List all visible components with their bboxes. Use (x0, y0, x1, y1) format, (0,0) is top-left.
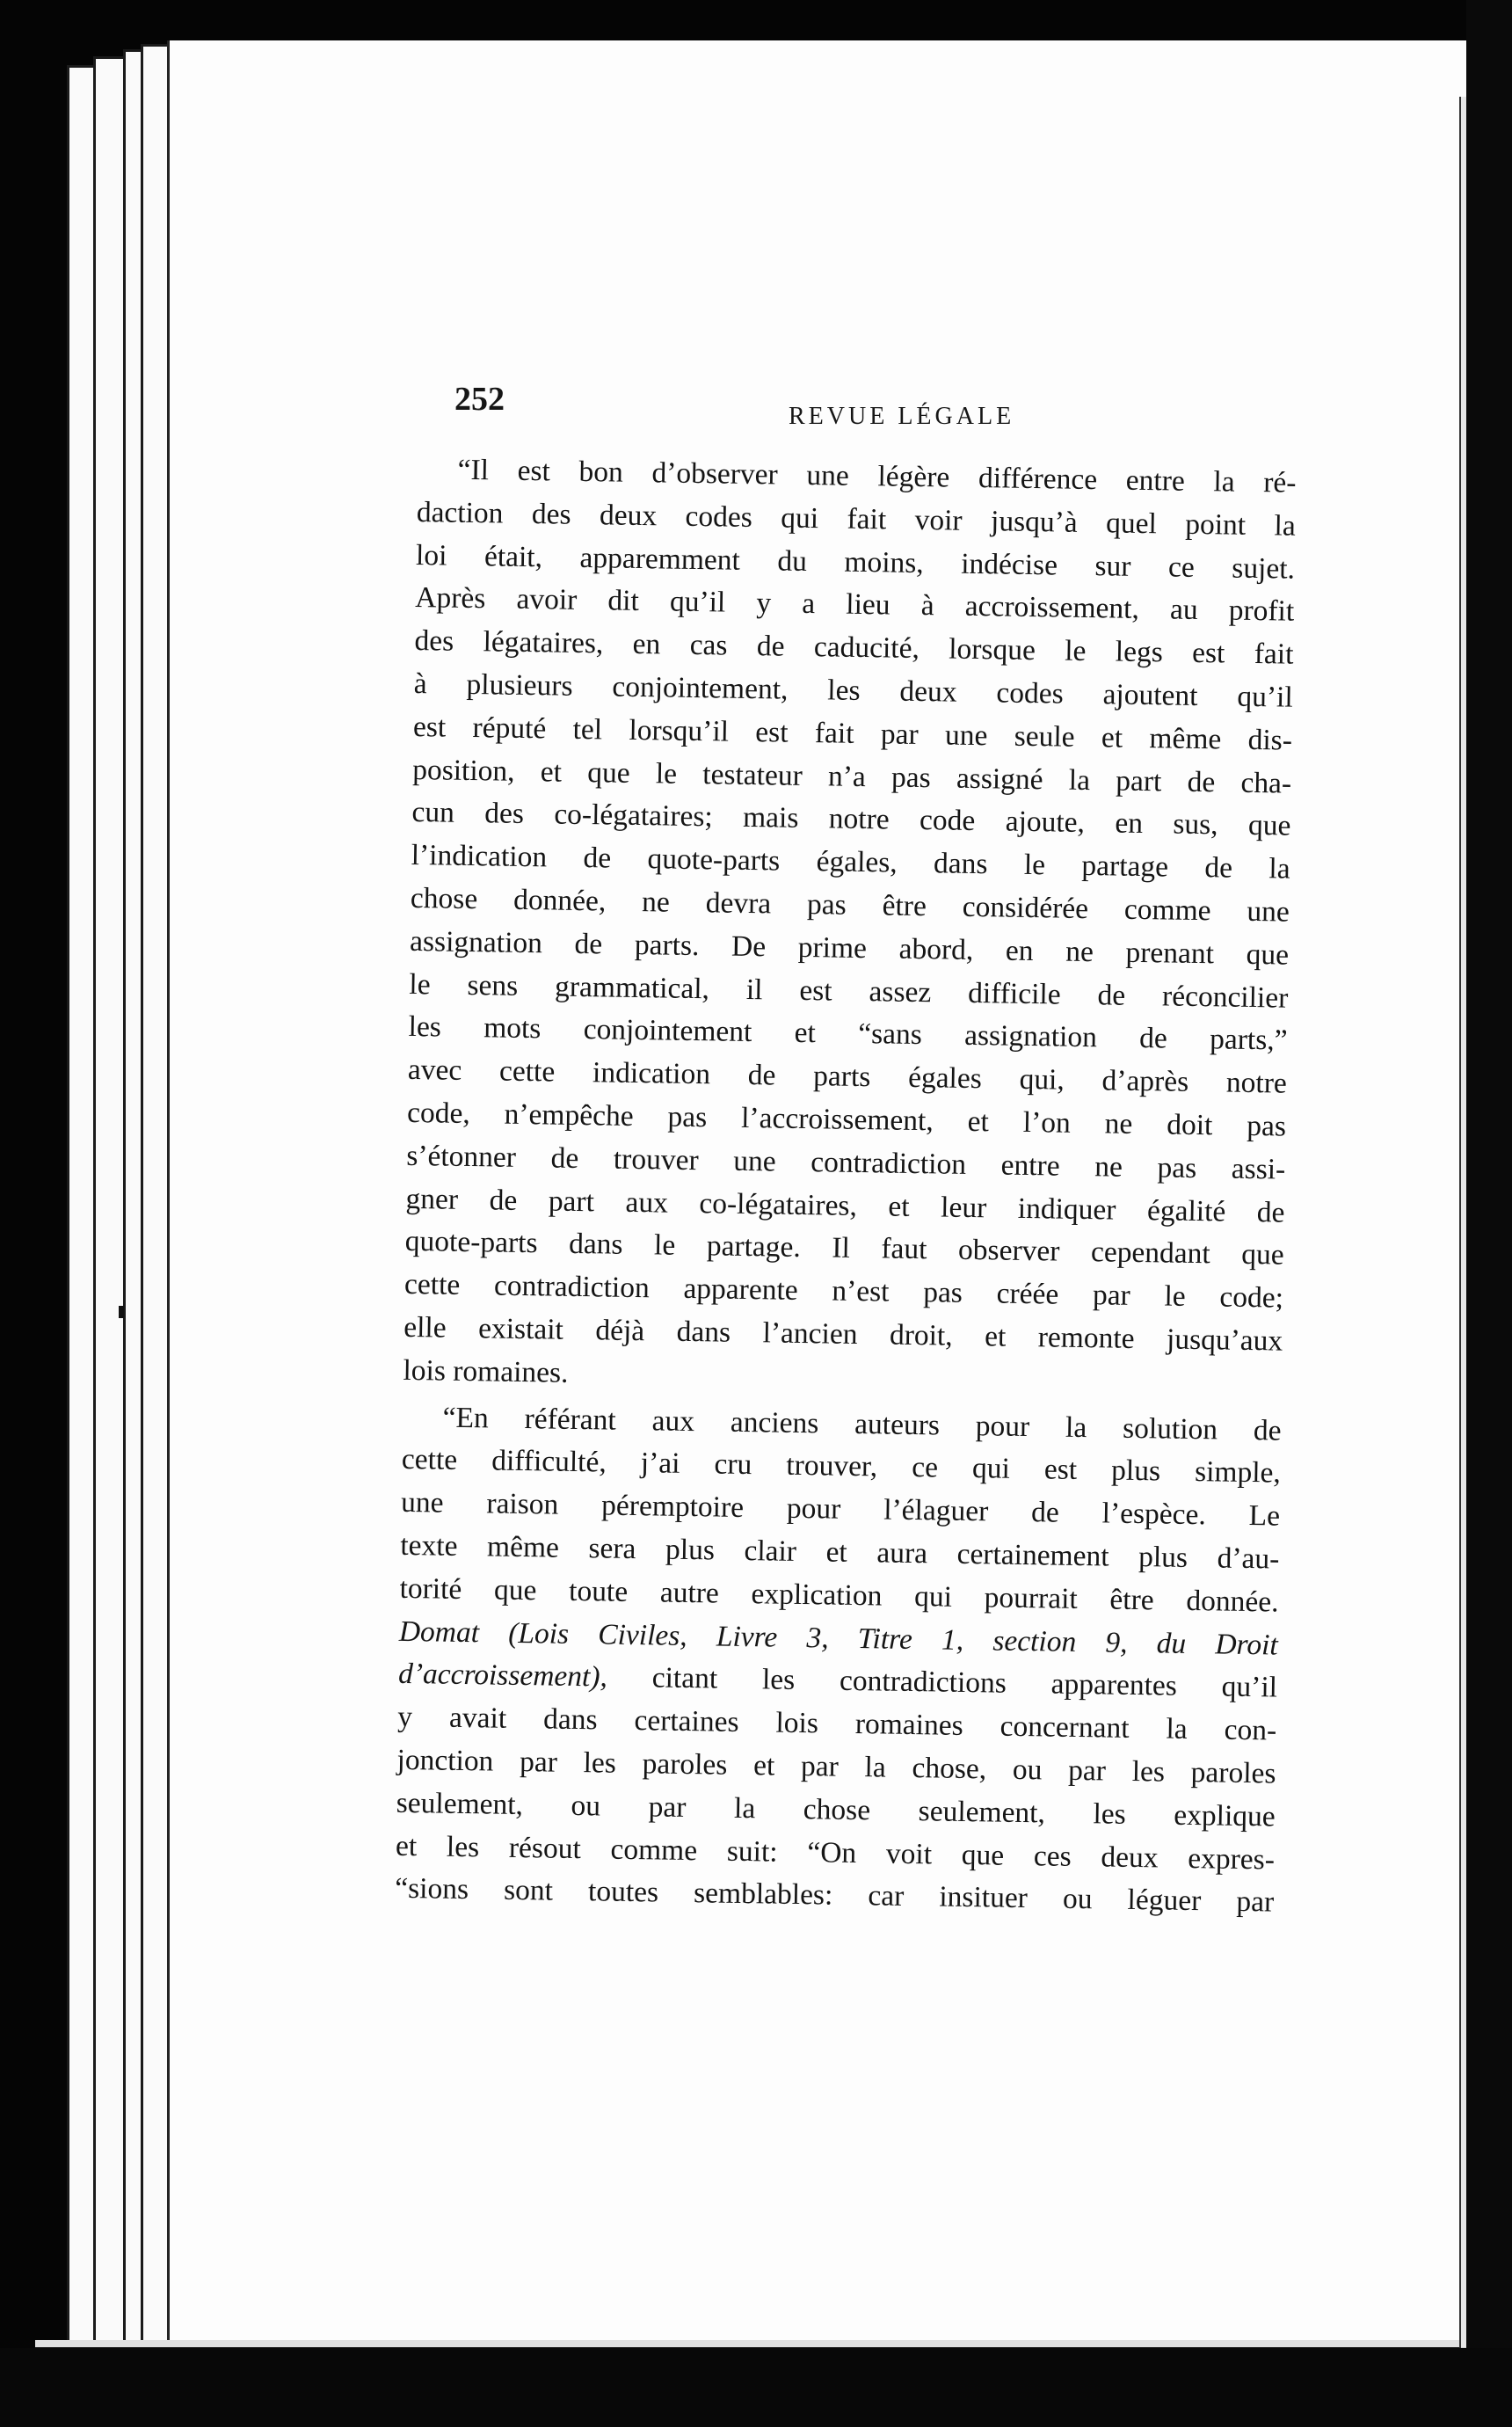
text-line: s’étonner de trouver une contradiction entre ne pas assi- (406, 1139, 1286, 1186)
paragraph-2 (395, 1396, 1282, 1924)
text-line: à plusieurs conjointement, les deux codes ajoutent qu’il (413, 667, 1293, 714)
text-line: le sens grammatical, il est assez difficile de réconcilier (409, 967, 1289, 1015)
body-text (395, 448, 1297, 1925)
text-line: l’indication de quote-parts égales, dans le partage de la (411, 839, 1290, 886)
page-header (454, 380, 1281, 433)
page-edge-right (1459, 97, 1466, 2348)
text-line: code, n’empêche pas l’accroissement, et l’on ne doit pas (406, 1096, 1287, 1143)
text-line: est réputé tel lorsqu’il est fait par une seule et même dis- (412, 710, 1293, 757)
text-line: quote-parts dans le partage. Il faut observer cependant que (404, 1225, 1285, 1272)
text-line: daction des deux codes qui fait voir jusqu’à quel point la (416, 495, 1297, 543)
text-line: torité que toute autre explication qui pourrait être donnée. (399, 1571, 1279, 1619)
text-line: cette contradiction apparente n’est pas créée par le code; (403, 1268, 1284, 1315)
citation-italic: d’accroissement), (397, 1658, 608, 1694)
text-line: gner de part aux co-légataires, et leur indiquer égalité de (405, 1182, 1285, 1229)
text-line: lois romaines. (403, 1353, 569, 1389)
text-line: loi était, apparemment du moins, indécise sur ce sujet. (415, 538, 1296, 586)
text-line: “En référant aux anciens auteurs pour la solution de (442, 1401, 1282, 1447)
text-line: y avait dans certaines lois romaines concernant la con- (397, 1700, 1277, 1747)
text-line: une raison péremptoire pour l’élaguer de l’espèce. Le (400, 1485, 1281, 1533)
text-line: cette difficulté, j’ai cru trouver, ce qui est plus simple, (401, 1443, 1282, 1490)
scan-background-bottom (0, 2348, 1512, 2427)
scan-background-right (1466, 0, 1512, 2427)
text-line: Après avoir dit qu’il y a lieu à accroissement, au profit (415, 581, 1295, 629)
text-line: cun des co-légataires; mais notre code ajoute, en sus, que (411, 796, 1291, 843)
text-line: et les résout comme suit: “On voit que ces deux expres- (395, 1829, 1276, 1877)
text-line: assignation de parts. De prime abord, en ne prenant que (409, 924, 1290, 972)
text-line: seulement, ou par la chose seulement, les explique (396, 1786, 1276, 1833)
text-line: position, et que le testateur n’a pas assigné la part de cha- (411, 753, 1292, 800)
text-line: les mots conjointement et “sans assignation de parts,” (408, 1010, 1288, 1057)
text-line: chose donnée, ne devra pas être considérée comme une (410, 881, 1290, 929)
text-line: jonction par les paroles et par la chose, ou par les paroles (396, 1743, 1276, 1790)
text-line: “sions sont toutes semblables: car insituer ou léguer par (394, 1872, 1275, 1919)
text-line: “Il est bon d’observer une légère différence entre la ré- (457, 453, 1297, 499)
text-line: avec cette indication de parts égales qui, d’après notre (407, 1053, 1288, 1100)
paragraph-1 (403, 448, 1297, 1406)
text-line: des légataires, en cas de caducité, lorsque le legs est fait (414, 624, 1294, 671)
text-line: elle existait déjà dans l’ancien droit, et remonte jusqu’aux (403, 1310, 1283, 1358)
citation-text: citant les contradictions apparentes qu’il (607, 1660, 1278, 1704)
text-line: texte même sera plus clair et aura certainement plus d’au- (400, 1528, 1280, 1576)
margin-mark (119, 1306, 124, 1318)
citation-italic: Domat (Lois Civiles, Livre 3, Titre 1, section 9, du Droit (398, 1614, 1279, 1662)
running-head: REVUE LÉGALE (789, 403, 1015, 430)
page-number: 252 (454, 381, 505, 418)
